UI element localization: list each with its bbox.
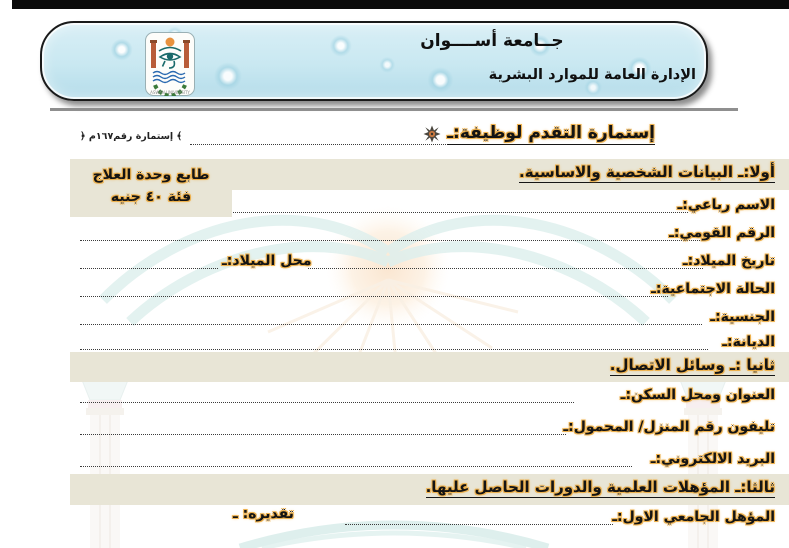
header-banner <box>40 21 708 101</box>
form-title-row <box>423 123 655 145</box>
dotted-fill-line <box>80 466 632 467</box>
logo-sun-icon <box>166 38 175 47</box>
university-name: جــامعة أســــوان <box>420 31 564 51</box>
logo-caption: ASWAN UNIVERSITY <box>150 90 190 95</box>
field-email: البريد الالكتروني:ـ <box>650 451 775 467</box>
section-1-title: أولا:ـ البيانات الشخصية والاساسية. <box>519 163 775 181</box>
university-logo <box>145 32 195 96</box>
department-name: الإدارة العامة للموارد البشرية <box>488 67 696 83</box>
dotted-fill-line <box>80 324 702 325</box>
stamp-line-1: طابع وحدة العلاج <box>92 167 210 183</box>
field-address: العنوان ومحل السكن:ـ <box>620 387 775 403</box>
form-title: إستمارة التقدم لوظيفة:ـ <box>447 123 655 143</box>
dotted-fill-line <box>308 268 703 269</box>
dotted-fill-line <box>80 402 574 403</box>
field-marital-status: الحالة الاجتماعية:ـ <box>651 281 775 297</box>
section-2-title: ثانيا :ـ وسائل الاتصال. <box>609 356 775 374</box>
watermark-bottom-waves <box>240 525 548 548</box>
header-divider-line <box>50 108 738 111</box>
top-border-bar <box>12 0 789 9</box>
field-phone: تليفون رقم المنزل/ المحمول:ـ <box>563 419 775 435</box>
dotted-fill-line <box>80 268 218 269</box>
dotted-fill-line <box>345 524 613 525</box>
field-birth-place: محل الميلاد:ـ <box>222 253 312 269</box>
treatment-stamp-box <box>70 159 232 217</box>
field-national-id: الرقم القومي:ـ <box>669 225 775 241</box>
logo-left-pillar <box>150 40 157 43</box>
dotted-fill-line <box>80 349 708 350</box>
section-3-title: ثالثا:ـ المؤهلات العلمية والدورات الحاصل عليها. <box>425 478 775 496</box>
field-birth-date: تاريخ الميلاد:ـ <box>682 253 775 269</box>
field-religion: الديانة:ـ <box>722 334 775 350</box>
stamp-line-2: فئة ٤٠ جنيه <box>110 189 192 205</box>
field-degree-grade: تقديره: ـ <box>233 506 294 522</box>
rosette-icon <box>423 125 441 143</box>
dotted-fill-line <box>80 240 702 241</box>
dotted-fill-line <box>80 296 668 297</box>
field-full-name: الاسم رباعي:ـ <box>677 197 775 213</box>
title-leader-dots <box>190 144 448 145</box>
logo-right-pillar <box>183 40 190 43</box>
field-nationality: الجنسية:ـ <box>710 309 775 325</box>
watermark-left-column <box>74 360 136 548</box>
field-first-degree: المؤهل الجامعي الاول:ـ <box>612 509 775 525</box>
form-number: ﴾ إستمارة رقم١٦٧م ﴿ <box>80 131 183 142</box>
dotted-fill-line <box>80 434 566 435</box>
